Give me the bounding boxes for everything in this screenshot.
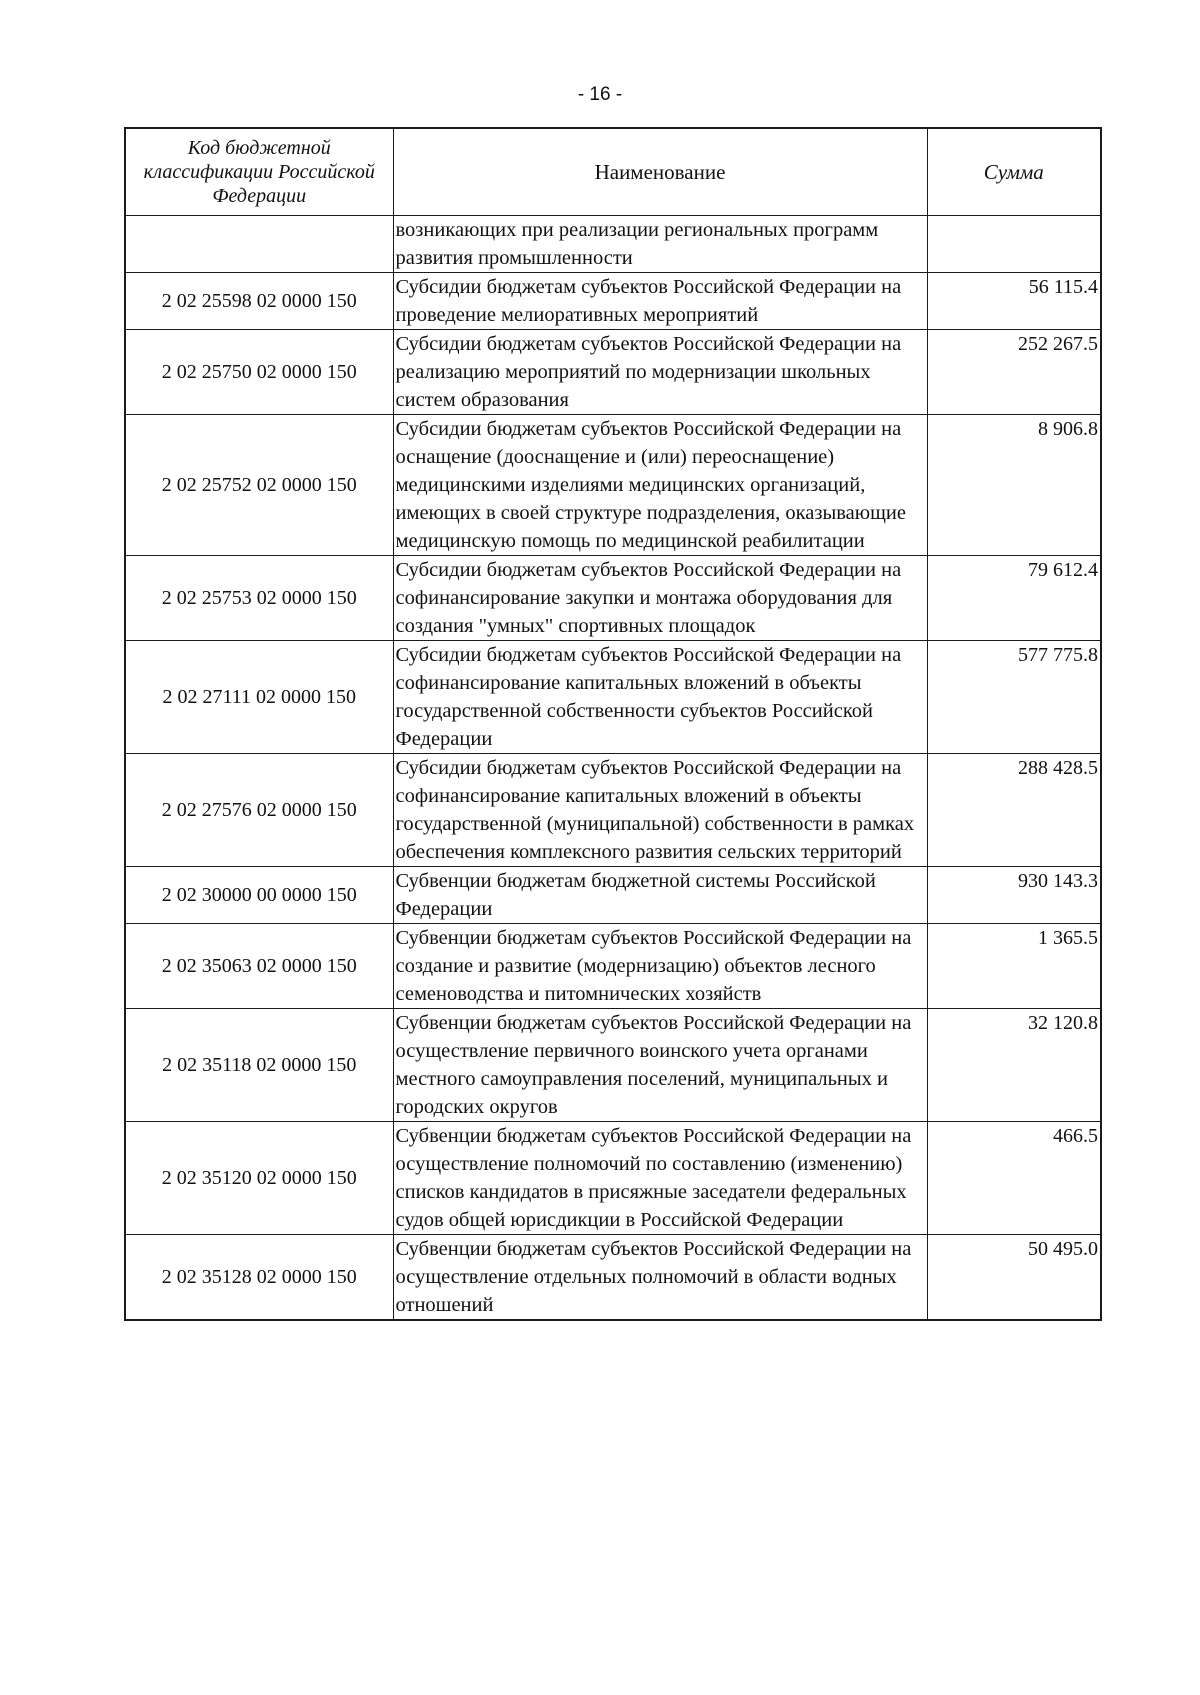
code-cell: 2 02 35120 02 0000 150	[125, 1122, 393, 1235]
table-header-row	[125, 128, 1101, 216]
code-cell: 2 02 25752 02 0000 150	[125, 415, 393, 556]
name-cell: Субвенции бюджетам бюджетной системы Российской Федерации	[393, 867, 927, 924]
code-cell	[125, 216, 393, 273]
table-row	[125, 1235, 1101, 1321]
sum-cell: 288 428.5	[927, 754, 1101, 867]
code-cell: 2 02 35118 02 0000 150	[125, 1009, 393, 1122]
name-cell: Субсидии бюджетам субъектов Российской Федерации на проведение мелиоративных мероприятий	[393, 273, 927, 330]
name-cell: Субвенции бюджетам субъектов Российской Федерации на осуществление первичного воинского учета органами местного самоуправления поселений, муниципальных и городских округов	[393, 1009, 927, 1122]
sum-cell: 56 115.4	[927, 273, 1101, 330]
table-row	[125, 556, 1101, 641]
code-cell: 2 02 35063 02 0000 150	[125, 924, 393, 1009]
sum-cell: 930 143.3	[927, 867, 1101, 924]
name-cell: Субсидии бюджетам субъектов Российской Федерации на оснащение (дооснащение и (или) переоснащение) медицинскими изделиями медицинских организаций, имеющих в своей структуре подразделения, оказывающие медицинскую помощь по медицинской реабилитации	[393, 415, 927, 556]
table-row	[125, 867, 1101, 924]
sum-cell: 577 775.8	[927, 641, 1101, 754]
name-cell: Субсидии бюджетам субъектов Российской Федерации на софинансирование капитальных вложений в объекты государственной собственности субъектов Российской Федерации	[393, 641, 927, 754]
code-cell: 2 02 35128 02 0000 150	[125, 1235, 393, 1321]
table-row	[125, 1009, 1101, 1122]
header-sum: Сумма	[927, 128, 1101, 216]
page-number: - 16 -	[577, 84, 623, 105]
sum-cell	[927, 216, 1101, 273]
code-cell: 2 02 27111 02 0000 150	[125, 641, 393, 754]
header-name: Наименование	[393, 128, 927, 216]
sum-cell: 466.5	[927, 1122, 1101, 1235]
header-code: Код бюджетной классификации Российской Федерации	[125, 128, 393, 216]
table-row	[125, 415, 1101, 556]
table-row	[125, 924, 1101, 1009]
sum-cell: 1 365.5	[927, 924, 1101, 1009]
name-cell: Субвенции бюджетам субъектов Российской Федерации на осуществление полномочий по составлению (изменению) списков кандидатов в присяжные заседатели федеральных судов общей юрисдикции в Российской Федерации	[393, 1122, 927, 1235]
code-cell: 2 02 25753 02 0000 150	[125, 556, 393, 641]
code-cell: 2 02 27576 02 0000 150	[125, 754, 393, 867]
code-cell: 2 02 25750 02 0000 150	[125, 330, 393, 415]
table-row	[125, 216, 1101, 273]
sum-cell: 32 120.8	[927, 1009, 1101, 1122]
name-cell: Субсидии бюджетам субъектов Российской Федерации на реализацию мероприятий по модернизации школьных систем образования	[393, 330, 927, 415]
name-cell: Субвенции бюджетам субъектов Российской Федерации на осуществление отдельных полномочий в области водных отношений	[393, 1235, 927, 1321]
table-row	[125, 273, 1101, 330]
name-cell: Субвенции бюджетам субъектов Российской Федерации на создание и развитие (модернизацию) объектов лесного семеноводства и питомнических хозяйств	[393, 924, 927, 1009]
name-cell: Субсидии бюджетам субъектов Российской Федерации на софинансирование закупки и монтажа оборудования для создания "умных" спортивных площадок	[393, 556, 927, 641]
table-row	[125, 754, 1101, 867]
code-cell: 2 02 30000 00 0000 150	[125, 867, 393, 924]
table-row	[125, 330, 1101, 415]
table-row	[125, 1122, 1101, 1235]
sum-cell: 79 612.4	[927, 556, 1101, 641]
code-cell: 2 02 25598 02 0000 150	[125, 273, 393, 330]
budget-table	[124, 127, 1102, 1321]
table-row	[125, 641, 1101, 754]
sum-cell: 252 267.5	[927, 330, 1101, 415]
name-cell: возникающих при реализации региональных программ развития промышленности	[393, 216, 927, 273]
sum-cell: 50 495.0	[927, 1235, 1101, 1321]
sum-cell: 8 906.8	[927, 415, 1101, 556]
name-cell: Субсидии бюджетам субъектов Российской Федерации на софинансирование капитальных вложений в объекты государственной (муниципальной) собственности в рамках обеспечения комплексного развития сельских территорий	[393, 754, 927, 867]
